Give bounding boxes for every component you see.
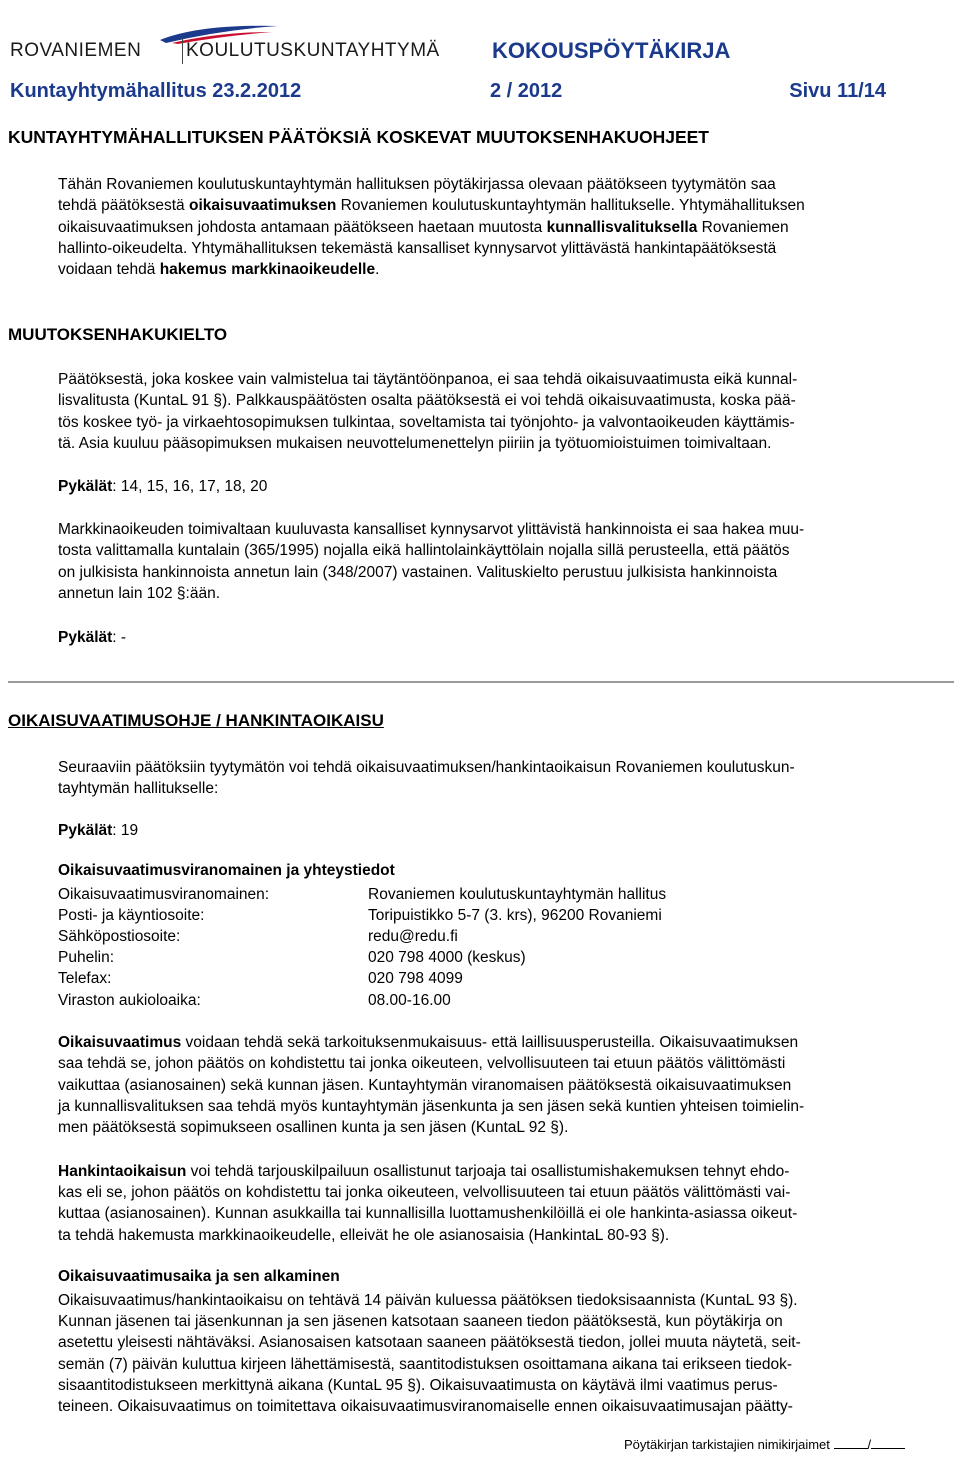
email-link[interactable]: redu@redu.fi: [368, 928, 458, 945]
logo-text-left: ROVANIEMEN: [10, 40, 142, 61]
section-divider: [8, 681, 954, 683]
page-number: Sivu 11/14: [789, 80, 886, 102]
footer-initials: [624, 1437, 905, 1452]
subheading-time-limit: Oikaisuvaatimusaika ja sen alkaminen: [58, 1268, 340, 1285]
section-heading-appeal-prohibition: MUUTOKSENHAKUKIELTO: [8, 325, 228, 344]
contact-row: Sähköpostiosoite: redu@redu.fi: [58, 928, 458, 945]
paragraph-line: kuttaa (asianosainen). Kunnan asukkailla tai kunnallisilla luottamushenkilöillä ei ole hankinta-asiassa oikeut-: [58, 1205, 798, 1222]
paragraph-line: tä. Asia kuuluu pääsopimuksen mukaisen neuvottelumenettelyn piiriin ja työtuomioistuimen toimivaltaan.: [58, 435, 772, 452]
paragraph-line: hallinto-oikeudelta. Yhtymähallituksen tekemästä kansalliset kynnysarvot ylittävästä hankintapäätöksestä: [58, 240, 777, 257]
logo-text-right: KOULUTUSKUNTAYHTYMÄ: [186, 40, 440, 61]
document-type: KOKOUSPÖYTÄKIRJA: [492, 38, 731, 63]
sections-list: Pykälät: 19: [58, 822, 139, 839]
contact-row: Telefax: 020 798 4099: [58, 970, 463, 987]
paragraph-line: tehdä päätöksestä oikaisuvaatimuksen Rovaniemen koulutuskuntayhtymän hallitukselle. Yhtymähallituksen: [58, 197, 805, 214]
meeting-title: Kuntayhtymähallitus 23.2.2012: [10, 80, 302, 102]
contact-row: Puhelin: 020 798 4000 (keskus): [58, 949, 526, 966]
paragraph-line: vaikuttaa (asianosainen) sekä kunnan jäsen. Kuntayhtymän viranomaisen päätöksestä oikaisuvaatimuksen: [58, 1077, 792, 1094]
contact-heading: Oikaisuvaatimusviranomainen ja yhteystiedot: [58, 862, 395, 879]
paragraph-line: sisaantitodistukseen merkittynä aikana (KuntaL 95 §). Oikaisuvaatimusta on käytävä ilmi vaatimus perus-: [58, 1377, 778, 1394]
initials-separator: /: [867, 1437, 872, 1452]
paragraph-line: on julkisista hankinnoista annetun lain (348/2007) vastainen. Valituskielto perustuu julkisista hankinnoista: [58, 564, 778, 581]
paragraph-line: Oikaisuvaatimus/hankintaoikaisu on tehtävä 14 päivän kuluessa päätöksen tiedoksisaannista (KuntaL 93 §).: [58, 1292, 798, 1309]
paragraph-line: Seuraaviin päätöksiin tyytymätön voi tehdä oikaisuvaatimuksen/hankintaoikaisun Rovaniemen koulutuskun-: [58, 759, 795, 776]
organization-logo: [10, 22, 490, 72]
logo-separator: [182, 38, 183, 64]
meeting-info-row: [10, 80, 886, 108]
paragraph-line: semän (7) päivän kuluttua kirjeen lähettämisestä, saantitodistuksen osoittamana aikana tai erikseen tiedok-: [58, 1356, 793, 1373]
initials-line: [834, 1438, 868, 1449]
contact-row: Viraston aukioloaika: 08.00-16.00: [58, 992, 451, 1009]
paragraph-line: tayhtymän hallitukselle:: [58, 780, 219, 797]
paragraph-line: asetettu yleisesti nähtäväksi. Asianosaisen katsotaan saaneen päätöksestä tiedon, jollei muuta näytetä, seit-: [58, 1334, 801, 1351]
paragraph-line: Hankintaoikaisun voi tehdä tarjouskilpailuun osallistunut tarjoaja tai osallistumishakemuksen tehnyt ehdo-: [58, 1163, 790, 1180]
paragraph-line: teineen. Oikaisuvaatimus on toimitettava oikaisuvaatimusviranomaiselle ennen oikaisuvaatimusajan päätty-: [58, 1398, 793, 1415]
section-heading-appeal-instructions: KUNTAYHTYMÄHALLITUKSEN PÄÄTÖKSIÄ KOSKEVAT MUUTOKSENHAKUOHJEET: [8, 127, 709, 147]
meeting-number: 2 / 2012: [490, 80, 563, 102]
paragraph-line: Markkinaoikeuden toimivaltaan kuuluvasta kansalliset kynnysarvot ylittävistä hankinnoista ei saa hakea muu-: [58, 521, 805, 538]
paragraph-line: ja kunnallisvalituksen saa tehdä myös kuntayhtymän jäsenkunta ja sen jäsen sekä kuntien yhteisen toimielin-: [58, 1098, 805, 1115]
paragraph-line: Kunnan jäsenen tai jäsenkunnan ja sen jäsenen katsotaan saaneen tiedon päätöksestä, kun pöytäkirja on: [58, 1313, 783, 1330]
paragraph-line: kas eli se, johon päätös on kohdistettu tai jonka oikeuteen, velvollisuuteen tai etuun päätös välittömästi vai-: [58, 1184, 791, 1201]
paragraph-line: annetun lain 102 §:ään.: [58, 585, 221, 602]
paragraph-line: voidaan tehdä hakemus markkinaoikeudelle.: [58, 261, 380, 278]
section-heading-claim-for-rectification: OIKAISUVAATIMUSOHJE / HANKINTAOIKAISU: [8, 711, 384, 730]
paragraph-line: tosta valittamalla kuntalain (365/1995) nojalla eikä hallintolainkäyttölain nojalla sillä perusteella, että päätös: [58, 542, 790, 559]
paragraph-line: ta tehdä hakemusta markkinaoikeudelle, elleivät he ole asianosaisia (HankintaL 80-93 §).: [58, 1227, 670, 1244]
paragraph-line: Oikaisuvaatimus voidaan tehdä sekä tarkoituksenmukaisuus- että laillisuusperusteilla. Oikaisuvaatimuksen: [58, 1034, 799, 1051]
paragraph-line: lisvalitusta (KuntaL 91 §). Palkkauspäätösten osalta päätöksestä ei voi tehdä oikaisuvaatimusta, koska pää-: [58, 392, 796, 409]
initials-line: [871, 1438, 905, 1449]
contact-row: Posti- ja käyntiosoite: Toripuistikko 5-7 (3. krs), 96200 Rovaniemi: [58, 907, 662, 924]
paragraph-line: Tähän Rovaniemen koulutuskuntayhtymän hallituksen pöytäkirjassa olevaan päätökseen tyytymätön saa: [58, 176, 776, 193]
paragraph-line: saa tehdä se, johon päätös on kohdistettu tai jonka oikeuteen, velvollisuuteen tai etuun päätös välittömästi: [58, 1055, 786, 1072]
sections-list: Pykälät: 14, 15, 16, 17, 18, 20: [58, 478, 268, 495]
paragraph-line: tös koskee työ- ja virkaehtosopimuksen tulkintaa, soveltamista tai työnjohto- ja valvontaoikeuden käyttämis-: [58, 414, 795, 431]
paragraph-line: men päätöksestä sopimukseen osallinen kunta ja sen jäsen (KuntaL 92 §).: [58, 1119, 569, 1136]
footer-label: Pöytäkirjan tarkistajien nimikirjaimet: [624, 1437, 830, 1452]
contact-row: Oikaisuvaatimusviranomainen: Rovaniemen koulutuskuntayhtymän hallitus: [58, 886, 667, 903]
sections-list: Pykälät: -: [58, 629, 127, 646]
paragraph-line: Päätöksestä, joka koskee vain valmistelua tai täytäntöönpanoa, ei saa tehdä oikaisuvaatimusta eikä kunnal-: [58, 371, 798, 388]
paragraph-line: oikaisuvaatimuksen johdosta antamaan päätökseen haetaan muutosta kunnallisvalituksella Rovaniemen: [58, 219, 789, 236]
